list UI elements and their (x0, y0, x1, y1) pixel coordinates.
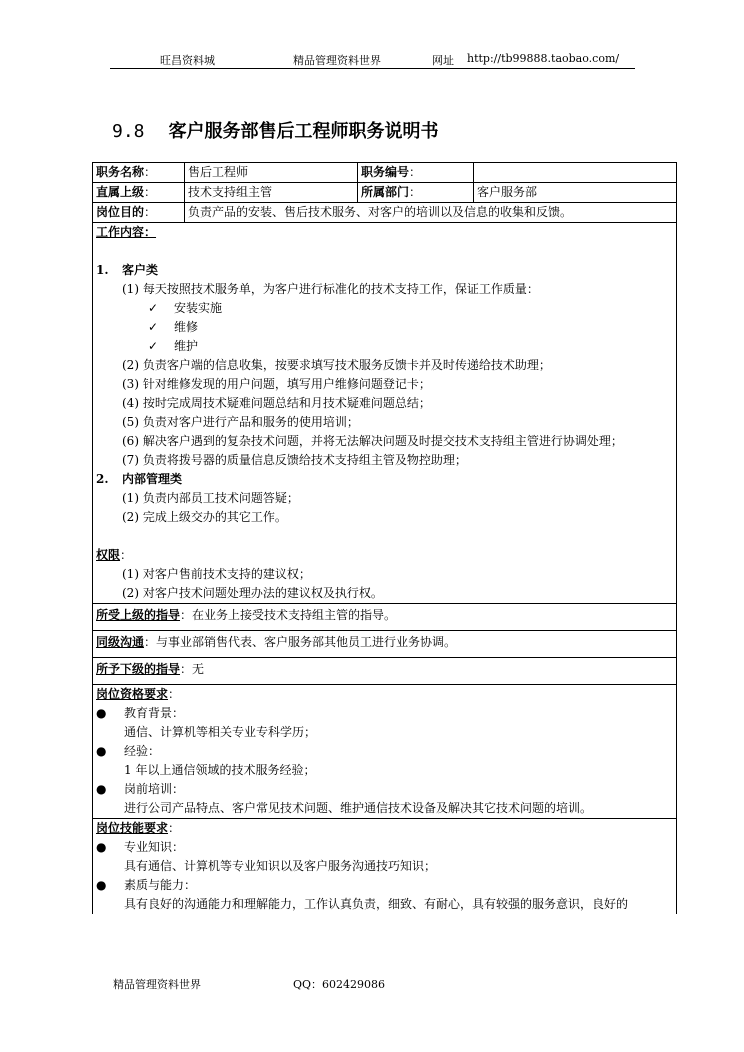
peer-value: 与事业部销售代表、客户服务部其他员工进行业务协调。 (156, 635, 457, 649)
check-item: ✓ 维修 (96, 318, 673, 337)
skill-body: 具有通信、计算机等专业知识以及客户服务沟通技巧知识； (124, 859, 437, 873)
qual-head: ● 经验： (96, 742, 673, 761)
work-item: (1) 每天按照技术服务单，为客户进行标准化的技术支持工作，保证工作质量： (122, 282, 539, 296)
purpose-label: 岗位目的 (96, 205, 145, 219)
bullet-icon: ● (96, 782, 107, 796)
subordinate-value: 无 (192, 662, 205, 676)
work-item: (1) 负责内部员工技术问题答疑； (122, 491, 299, 505)
bullet-icon: ● (96, 878, 107, 892)
peer-label: 同级沟通 (96, 635, 145, 649)
qual-body: 1 年以上通信领域的技术服务经验； (124, 763, 316, 777)
page-title (112, 117, 439, 143)
row-guidance: 所受上级的指导：在业务上接受技术支持组主管的指导。 (93, 604, 677, 631)
bullet-icon: ● (96, 840, 107, 854)
header-site-name: 精品管理资料世界 (293, 54, 381, 67)
header-url[interactable]: http://tb99888.taobao.com/ (467, 52, 620, 65)
row-job-name: 职务名称： 售后工程师 职务编号： (93, 163, 677, 183)
work-label: 工作内容 (96, 225, 145, 239)
skill-head: ● 素质与能力： (96, 876, 673, 895)
guidance-label: 所受上级的指导 (96, 608, 181, 622)
purpose-value: 负责产品的安装、售后技术服务、对客户的培训以及信息的收集和反馈。 (185, 203, 677, 223)
work-item: (6) 解决客户遇到的复杂技术问题，并将无法解决问题及时提交技术支持组主管进行协调处理； (122, 434, 623, 448)
footer-qq: QQ：602429086 (293, 978, 386, 991)
qual-head: ● 岗前培训： (96, 780, 673, 799)
job-name-label: 职务名称 (96, 165, 145, 179)
work-item: (2) 负责客户端的信息收集，按要求填写技术服务反馈卡并及时传递给技术助理； (122, 358, 551, 372)
dept-label: 所属部门 (361, 185, 410, 199)
header-shop: 旺昌资料城 (160, 54, 215, 67)
authority-item: (1) 对客户售前技术支持的建议权； (122, 567, 311, 581)
check-item: ✓ 维护 (96, 337, 673, 356)
job-name-value: 售后工程师 (185, 163, 358, 183)
footer-site: 精品管理资料世界 (113, 978, 201, 991)
work-item: (4) 按时完成周技术疑难问题总结和月技术疑难问题总结； (122, 396, 431, 410)
page-header (0, 52, 744, 68)
check-icon: ✓ (148, 339, 159, 353)
work-item: (7) 负责将拨号器的质量信息反馈给技术支持组主管及物控助理； (122, 453, 467, 467)
title-text: 客户服务部售后工程师职务说明书 (168, 121, 439, 142)
work-item: (5) 负责对客户进行产品和服务的使用培训； (122, 415, 359, 429)
section-customer: 1. 客户类 (96, 263, 159, 277)
work-item: (3) 针对维修发现的用户问题，填写用户维修问题登记卡； (122, 377, 431, 391)
job-code-label: 职务编号 (361, 165, 410, 179)
skill-head: ● 专业知识： (96, 838, 673, 857)
row-skills: 岗位技能要求： ● 专业知识： 具有通信、计算机等专业知识以及客户服务沟通技巧知识； ● 素质与能力： 具有良好的沟通能力和理解能力，工作认真负责，细致、有耐心，具有较强的服务意识，良好的 (93, 819, 677, 915)
subordinate-label: 所予下级的指导 (96, 662, 181, 676)
superior-label: 直属上级 (96, 185, 145, 199)
row-peer: 同级沟通：与事业部销售代表、客户服务部其他员工进行业务协调。 (93, 631, 677, 658)
row-qualification: 岗位资格要求： ● 教育背景： 通信、计算机等相关专业专科学历； ● 经验： 1 年以上通信领域的技术服务经验； ● 岗前培训： 进行公司产品特点、客户常见技术问题、维护通信技术设备及解决其它技术问题的培训。 (93, 685, 677, 819)
row-work-content: 工作内容： 1. 客户类 (1) 每天按照技术服务单，为客户进行标准化的技术支持工作，保证工作质量： ✓ 安装实施 ✓ 维修 ✓ 维护 (2) 负责客户端的信息收集，按要求填写技术服务反馈卡并及时传递给技术助理； (3) 针对维修发现的用户问题，填写用户维修问题登记卡； (4) 按时完成周技术疑难问题总结和月技术疑难问题总结； (5) 负责对客户进行产品和服务的使用培训； (6) 解决客户遇到的复杂技术问题，并将无法解决问题及时提交技术支持组主管进行协调处理； (7) 负责将拨号器的质量信息反馈给技术支持组主管及物控助理； 2. 内部管理类 (1) 负责内部员工技术问题答疑； (2) 完成上级交办的其它工作。 权限： (1) 对客户售前技术支持的建议权； (2) 对客户技术问题处理办法的建议权及执行权。 (93, 223, 677, 604)
qual-label: 岗位资格要求 (96, 687, 169, 701)
job-description-table (92, 162, 677, 914)
authority-label: 权限 (96, 548, 121, 562)
check-icon: ✓ (148, 320, 159, 334)
qual-head: ● 教育背景： (96, 704, 673, 723)
header-url-label: 网址 (432, 54, 454, 67)
check-item: ✓ 安装实施 (96, 299, 673, 318)
header-divider (110, 68, 635, 69)
row-superior: 直属上级： 技术支持组主管 所属部门： 客户服务部 (93, 183, 677, 203)
guidance-value: 在业务上接受技术支持组主管的指导。 (192, 608, 397, 622)
bullet-icon: ● (96, 706, 107, 720)
bullet-icon: ● (96, 744, 107, 758)
work-item: (2) 完成上级交办的其它工作。 (122, 510, 287, 524)
skill-body: 具有良好的沟通能力和理解能力，工作认真负责，细致、有耐心，具有较强的服务意识，良好的 (124, 897, 629, 911)
superior-value: 技术支持组主管 (185, 183, 358, 203)
check-icon: ✓ (148, 301, 159, 315)
job-code-value (474, 163, 677, 183)
row-purpose: 岗位目的： 负责产品的安装、售后技术服务、对客户的培训以及信息的收集和反馈。 (93, 203, 677, 223)
section-number: 9.8 (112, 121, 145, 142)
qual-body: 通信、计算机等相关专业专科学历； (124, 725, 317, 739)
authority-item: (2) 对客户技术问题处理办法的建议权及执行权。 (122, 586, 383, 600)
section-internal: 2. 内部管理类 (96, 472, 183, 486)
row-subordinate: 所予下级的指导：无 (93, 658, 677, 685)
qual-body: 进行公司产品特点、客户常见技术问题、维护通信技术设备及解决其它技术问题的培训。 (124, 801, 593, 815)
dept-value: 客户服务部 (474, 183, 677, 203)
skill-label: 岗位技能要求 (96, 821, 169, 835)
